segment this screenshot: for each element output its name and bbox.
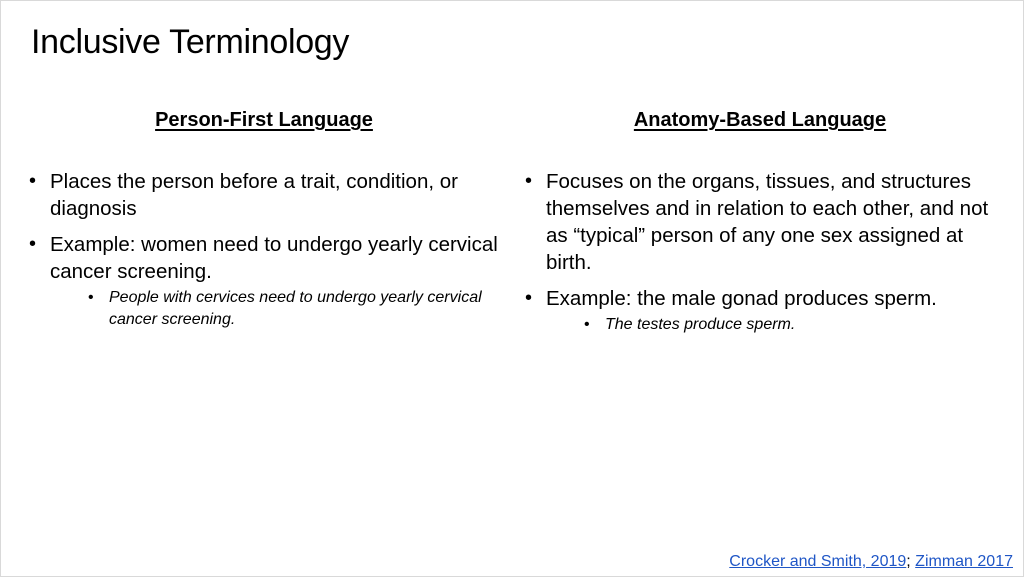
citation-link-crocker-smith[interactable]: Crocker and Smith, 2019 (729, 553, 907, 570)
citation (729, 553, 1013, 571)
person-first-heading: Person-First Language (155, 109, 373, 131)
person-first-column (29, 109, 499, 340)
bullet-point (29, 231, 499, 331)
bullet-text: Example: the male gonad produces sperm. (546, 287, 937, 310)
person-first-points (29, 168, 499, 331)
anatomy-based-points (525, 168, 995, 336)
citation-separator: ; (906, 553, 911, 570)
sub-bullet-point: • The testes produce sperm. (584, 314, 995, 336)
bullet-point: • Focuses on the organs, tissues, and structures themselves and in relation to each other, and not as “typical” person of any one sex assigned at birth. (525, 168, 995, 276)
bullet-text: Example: women need to undergo yearly cervical cancer screening. (50, 233, 498, 283)
bullet-point (525, 285, 995, 336)
bullet-point: • Places the person before a trait, condition, or diagnosis (29, 168, 499, 222)
sub-bullet-point: • People with cervices need to undergo yearly cervical cancer screening. (88, 287, 499, 331)
anatomy-based-column (525, 109, 995, 345)
citation-link-zimman[interactable]: Zimman 2017 (915, 553, 1013, 570)
slide-title: Inclusive Terminology (31, 23, 350, 61)
anatomy-based-heading: Anatomy-Based Language (633, 109, 887, 131)
